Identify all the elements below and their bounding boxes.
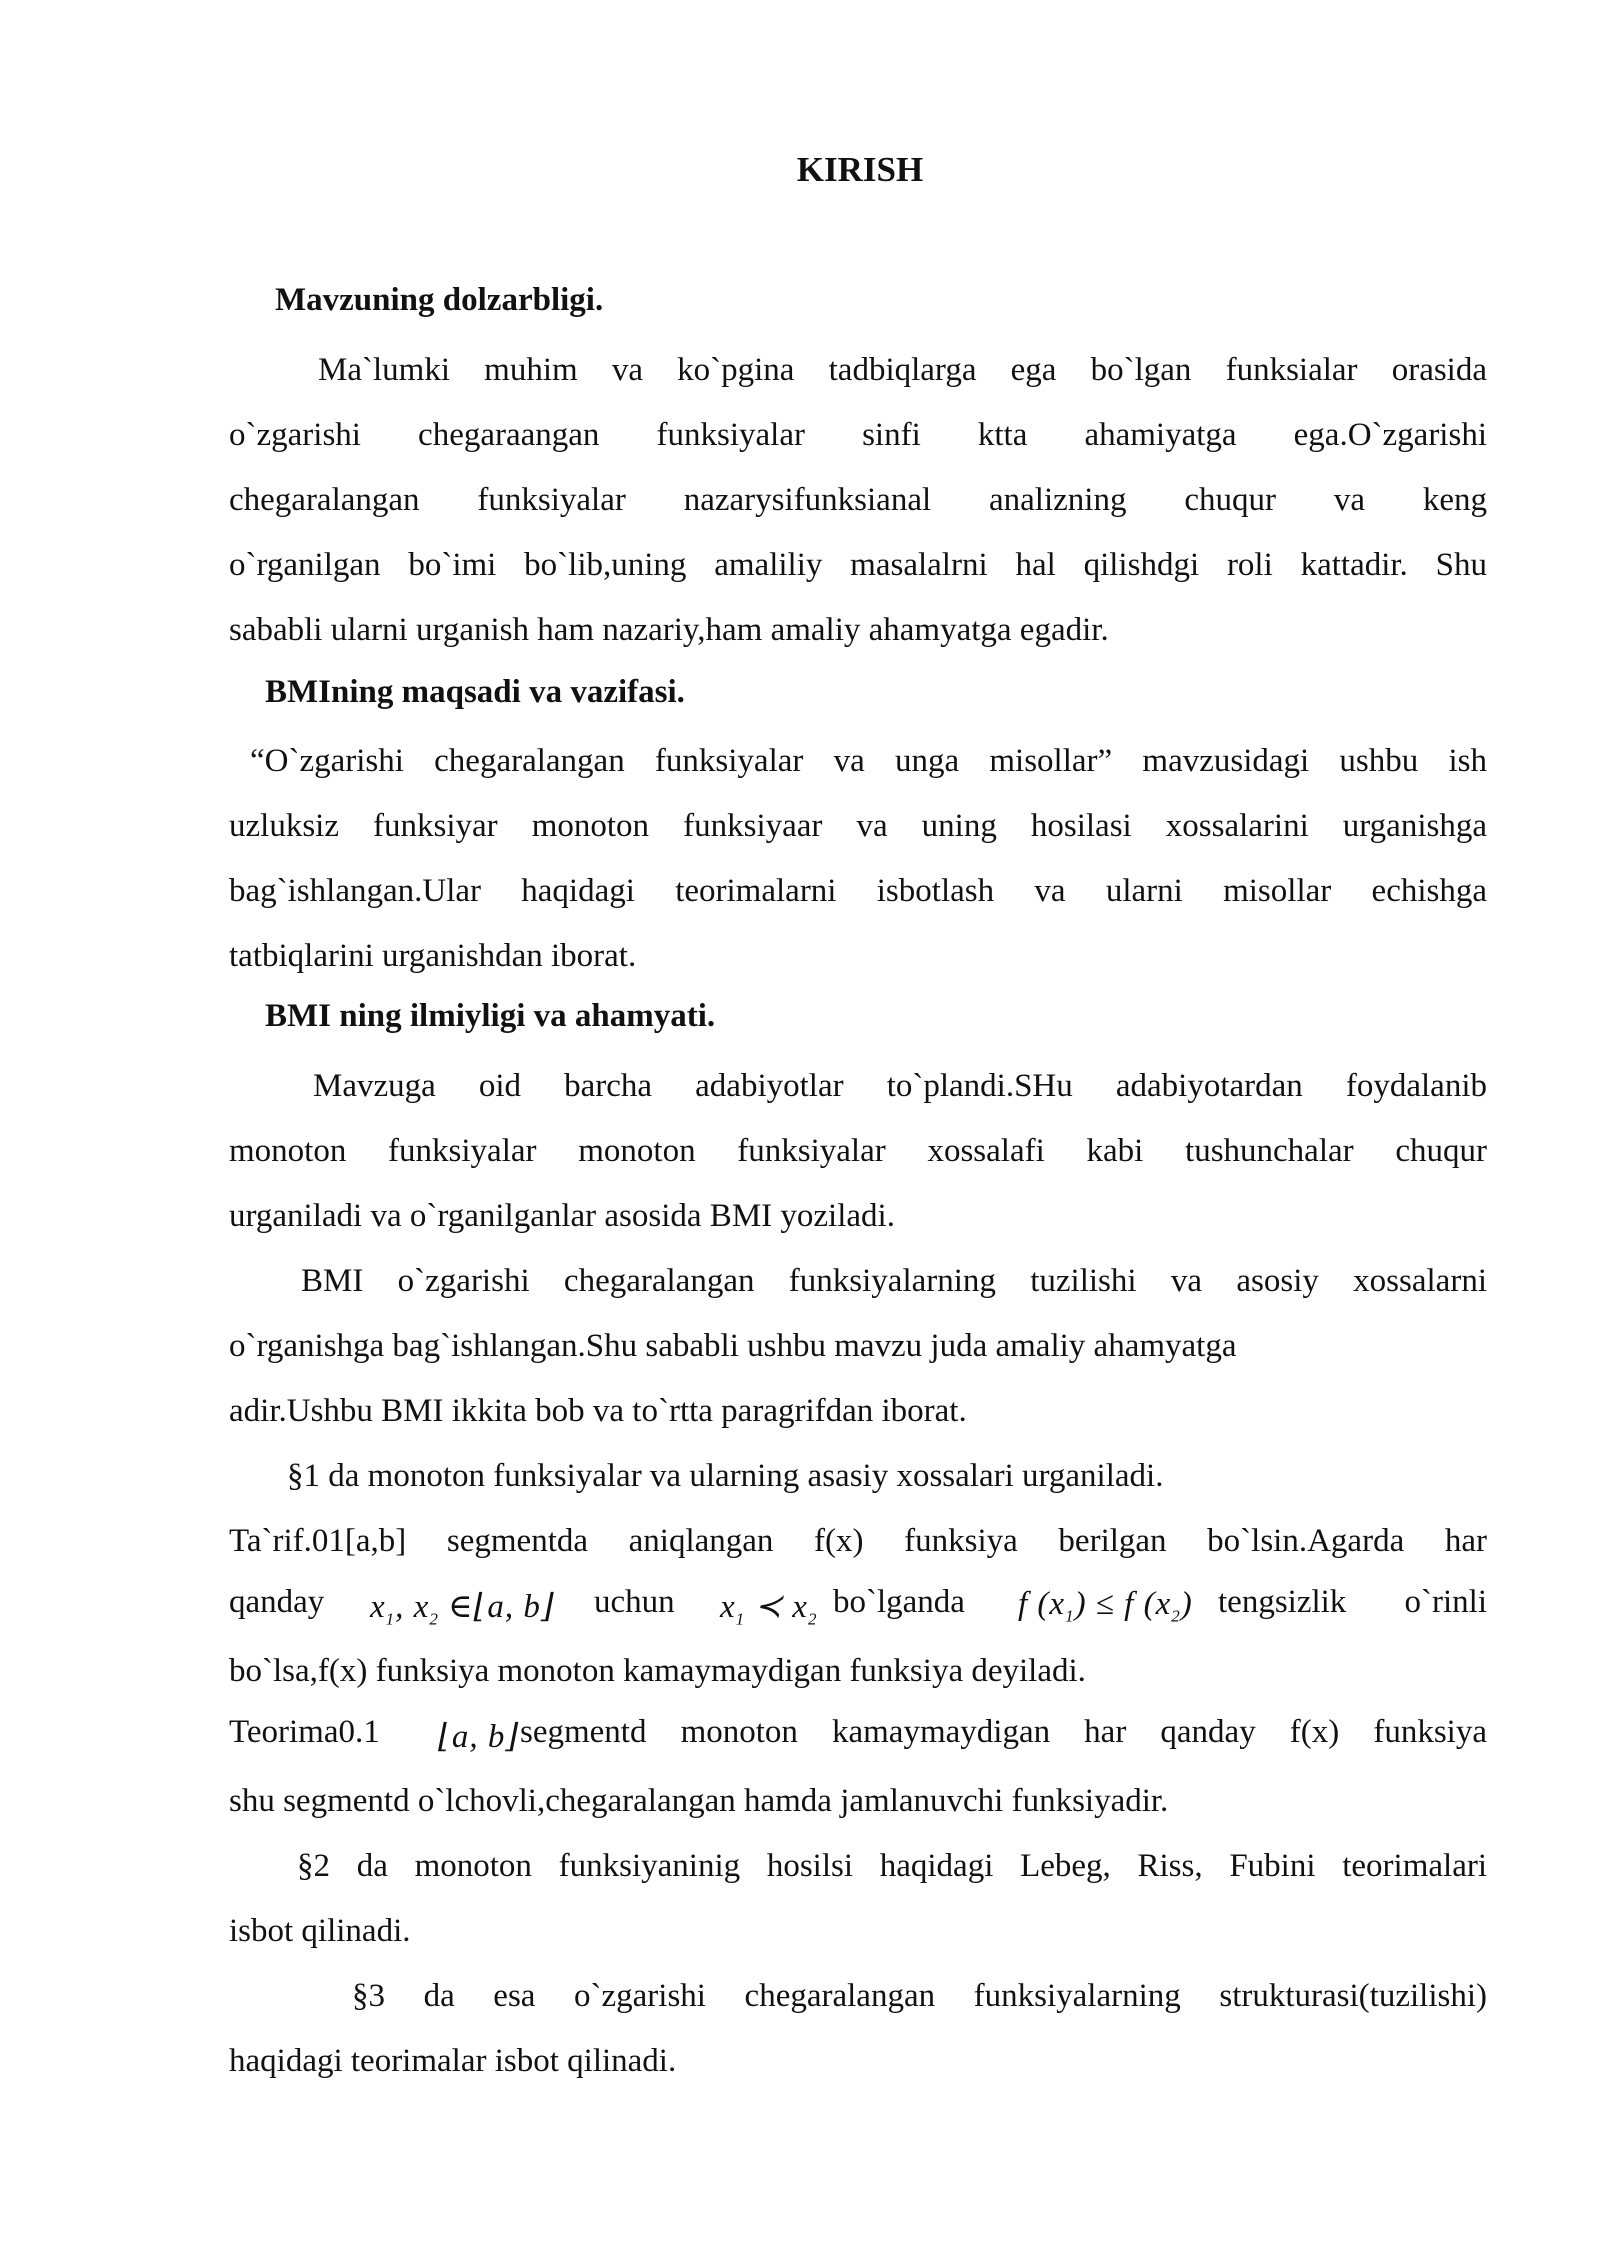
text-line: monoton funksiyalar monoton funksiyalar xossalafi kabi tushunchalar chuqur [229, 1133, 1487, 1169]
text-fragment: bo`lganda [833, 1584, 965, 1620]
text-line: sababli ularni urganish ham nazariy,ham amaliy ahamyatga egadir. [229, 612, 1109, 648]
page-title: KIRISH [796, 150, 924, 189]
text-line: shu segmentd o`lchovli,chegaralangan hamda jamlanuvchi funksiyadir. [229, 1783, 1169, 1819]
text-line: isbot qilinadi. [229, 1913, 411, 1949]
text-line: adir.Ushbu BMI ikkita bob va to`rtta paragrifdan iborat. [229, 1393, 967, 1429]
formula-x1-x2-in-ab: $x_1$, $x_2$ ∈⌊a, b⌋ [370, 1589, 555, 1629]
text-line: “O`zgarishi chegaralangan funksiyalar va unga misollar” mavzusidagi ushbu ish [250, 743, 1487, 779]
text-fragment: uchun [594, 1584, 675, 1620]
text-line: bo`lsa,f(x) funksiya monoton kamaymaydigan funksiya deyiladi. [229, 1653, 1086, 1689]
text-line: Mavzuga oid barcha adabiyotlar to`plandi.SHu adabiyotardan foydalanib [313, 1068, 1487, 1104]
text-fragment: segmentd monoton kamaymaydigan har qanday f(x) funksiya [520, 1714, 1487, 1750]
section-heading-goal: BMIning maqsadi va vazifasi. [265, 674, 685, 710]
text-line: Ma`lumki muhim va ko`pgina tadbiqlarga ega bo`lgan funksialar orasida [318, 352, 1487, 388]
formula-x1-less-x2: $x_1$ ≺ $x_2$ [720, 1589, 818, 1629]
section-heading-significance: BMI ning ilmiyligi va ahamyati. [265, 998, 716, 1034]
text-line: o`rganilgan bo`imi bo`lib,uning amaliliy masalalrni hal qilishdgi roli kattadir. Shu [229, 547, 1487, 583]
text-line: bag`ishlangan.Ular haqidagi teorimalarni isbotlash va ularni misollar echishga [229, 873, 1487, 909]
text-line: tatbiqlarini urganishdan iborat. [229, 938, 637, 974]
text-line: §3 da esa o`zgarishi chegaralangan funksiyalarning strukturasi(tuzilishi) [352, 1978, 1487, 2014]
text-line: o`rganishga bag`ishlangan.Shu sababli ushbu mavzu juda amaliy ahamyatga [229, 1328, 1237, 1364]
formula-f-inequality: f $(x_1) \le f$ $(x_2)$ [1018, 1586, 1193, 1626]
formula-segment-ab: ⌊a, b⌋ [438, 1719, 520, 1755]
text-line: §2 da monoton funksiyaninig hosilsi haqidagi Lebeg, Riss, Fubini teorimalari [297, 1848, 1487, 1884]
text-line: chegaralangan funksiyalar nazarysifunksianal analizning chuqur va keng [229, 482, 1487, 518]
text-fragment: qanday [229, 1584, 325, 1620]
text-fragment: tengsizlik o`rinli [1218, 1584, 1487, 1620]
text-line: BMI o`zgarishi chegaralangan funksiyalarning tuzilishi va asosiy xossalarni [301, 1263, 1487, 1299]
text-line: o`zgarishi chegaraangan funksiyalar sinfi ktta ahamiyatga ega.O`zgarishi [229, 417, 1487, 453]
text-line: urganiladi va o`rganilganlar asosida BMI yoziladi. [229, 1198, 895, 1234]
text-line: Ta`rif.01[a,b] segmentda aniqlangan f(x) funksiya berilgan bo`lsin.Agarda har [229, 1523, 1487, 1559]
section-heading-relevance: Mavzuning dolzarbligi. [275, 282, 604, 318]
text-fragment: Teorima0.1 [229, 1714, 380, 1750]
text-line: haqidagi teorimalar isbot qilinadi. [229, 2043, 677, 2079]
text-line: §1 da monoton funksiyalar va ularning asasiy xossalari urganiladi. [287, 1458, 1164, 1494]
text-line: uzluksiz funksiyar monoton funksiyaar va uning hosilasi xossalarini urganishga [229, 808, 1487, 844]
